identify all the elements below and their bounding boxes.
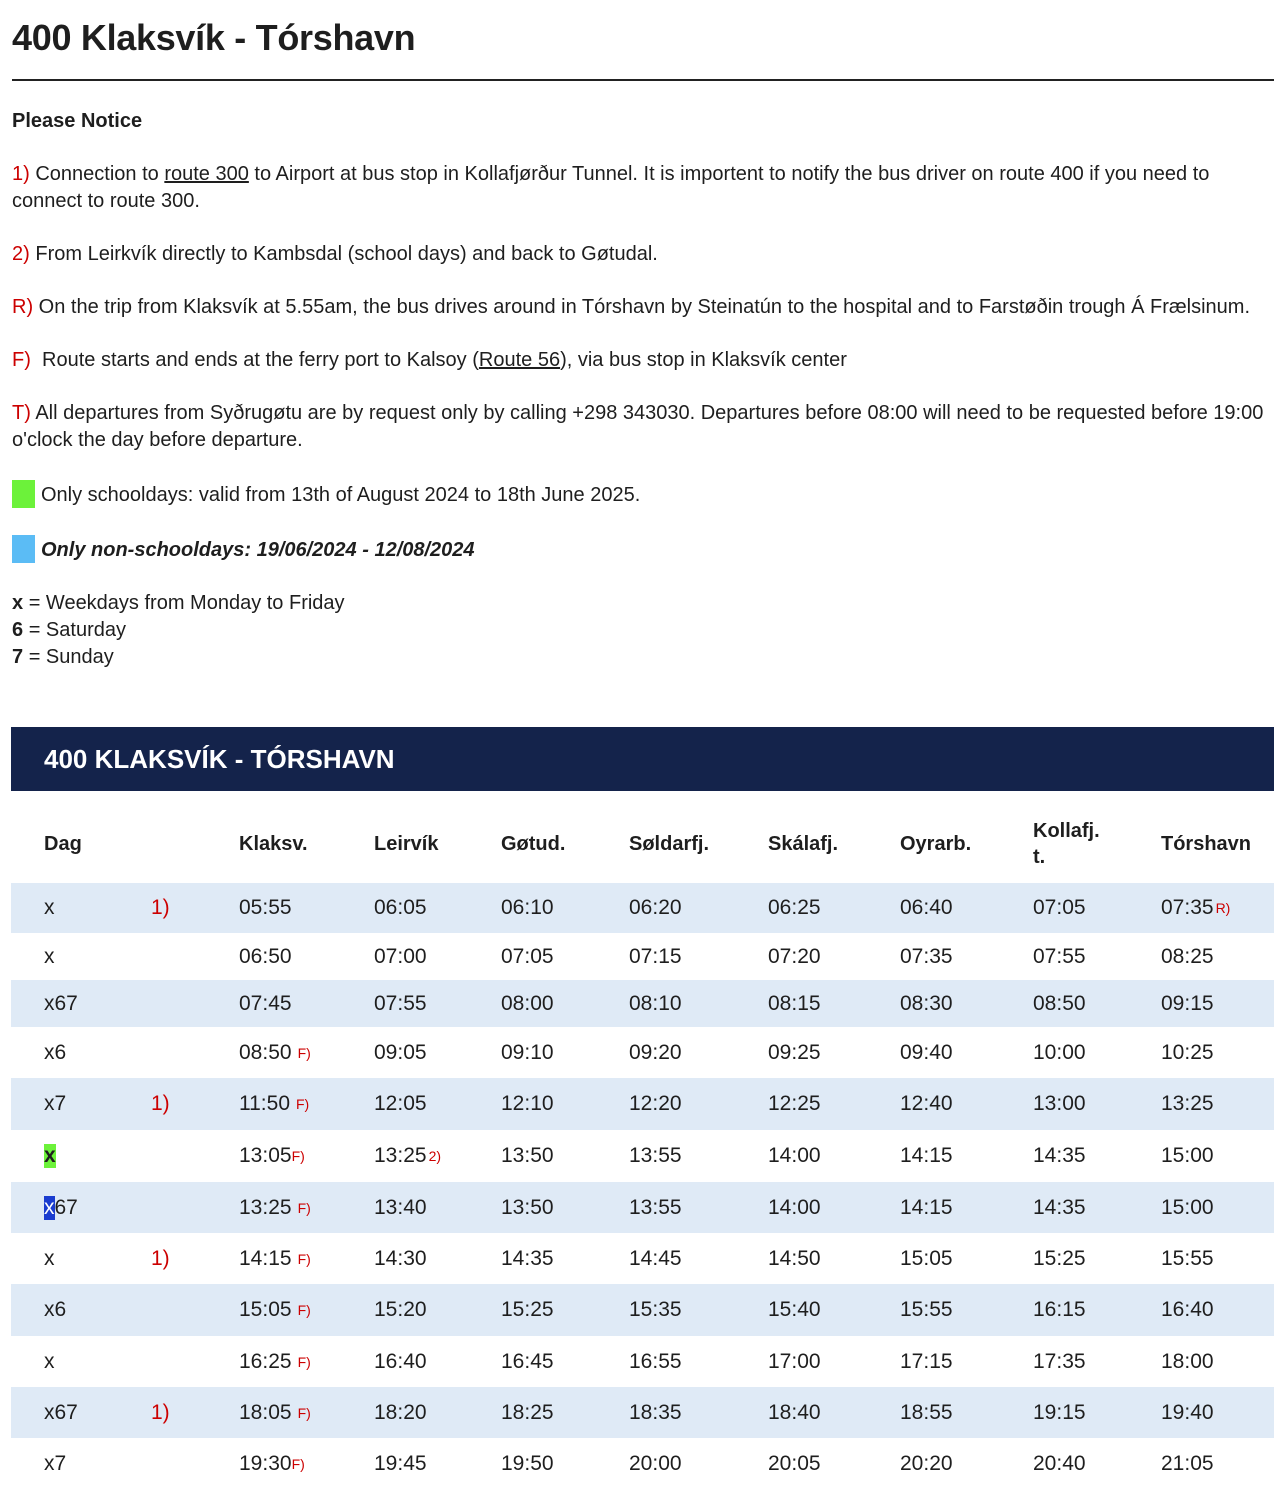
day-code-cell xyxy=(44,883,55,933)
time-cell xyxy=(1161,980,1214,1027)
departure-time: 16:45 xyxy=(501,1349,554,1373)
departure-time: 18:05 xyxy=(239,1400,292,1424)
time-cell xyxy=(629,1284,682,1336)
notice-text: ), via bus stop in Klaksvík center xyxy=(560,349,847,371)
time-cell xyxy=(1161,1182,1214,1233)
time-cell xyxy=(239,1027,311,1078)
time-cell xyxy=(239,1182,311,1233)
column-header: Gøtud. xyxy=(501,833,566,855)
departure-time: 16:15 xyxy=(1033,1298,1086,1321)
departure-time: 13:55 xyxy=(629,1144,682,1167)
time-cell xyxy=(900,1078,953,1130)
time-cell xyxy=(900,1284,953,1336)
time-cell xyxy=(374,1027,427,1078)
notice-text: From Leirkvík directly to Kambsdal (school days) and back to Gøtudal. xyxy=(35,243,658,265)
departure-time: 09:10 xyxy=(501,1040,554,1064)
time-cell xyxy=(1161,1438,1214,1489)
time-cell xyxy=(501,1130,554,1182)
time-cell xyxy=(1161,1027,1214,1078)
notice-heading: Please Notice xyxy=(12,110,143,132)
legend-schooldays xyxy=(12,480,1274,509)
departure-time: 14:50 xyxy=(768,1246,821,1270)
departure-time: 07:35 xyxy=(1161,896,1214,919)
departure-time: 13:25 xyxy=(239,1195,292,1219)
departure-time: 14:35 xyxy=(501,1246,554,1270)
table-row xyxy=(11,1387,1274,1438)
time-cell xyxy=(501,1336,554,1387)
departure-time: 20:00 xyxy=(629,1451,682,1475)
departure-time: 14:30 xyxy=(374,1246,427,1270)
departure-time: 20:05 xyxy=(768,1451,821,1475)
time-cell xyxy=(1161,933,1214,980)
table-row xyxy=(11,883,1274,933)
departure-time: 09:20 xyxy=(629,1040,682,1064)
departure-time: 14:35 xyxy=(1033,1144,1086,1167)
note-marker: 1) xyxy=(151,896,170,919)
time-cell xyxy=(1033,1438,1086,1489)
time-cell xyxy=(768,1336,821,1387)
day-code: x xyxy=(44,896,55,919)
time-cell xyxy=(1033,1233,1086,1284)
departure-time: 06:20 xyxy=(629,896,682,919)
time-cell xyxy=(768,1233,821,1284)
time-cell xyxy=(374,1078,427,1130)
departure-time: 08:25 xyxy=(1161,944,1214,968)
column-header: Søldarfj. xyxy=(629,833,710,855)
departure-time: 15:40 xyxy=(768,1298,821,1321)
day-code: x7 xyxy=(44,1451,67,1475)
time-cell xyxy=(374,1233,427,1284)
departure-time: 15:00 xyxy=(1161,1195,1214,1219)
time-cell xyxy=(1033,1284,1086,1336)
time-cell xyxy=(629,1078,682,1130)
departure-time: 12:05 xyxy=(374,1092,427,1115)
time-cell xyxy=(768,1078,821,1130)
note-marker: 1) xyxy=(151,1246,170,1270)
departure-time: 14:00 xyxy=(768,1144,821,1167)
time-cell xyxy=(768,1284,821,1336)
notice-route-r xyxy=(12,294,1274,321)
note-marker: 1) xyxy=(151,1092,170,1115)
table-row xyxy=(11,933,1274,980)
time-cell xyxy=(1033,1182,1086,1233)
departure-time: 06:25 xyxy=(768,896,821,919)
table-row xyxy=(11,1336,1274,1387)
departure-time: 14:00 xyxy=(768,1195,821,1219)
day-code-cell xyxy=(44,1027,66,1078)
notice-marker: T) xyxy=(12,402,31,424)
departure-time: 13:25 xyxy=(374,1144,427,1167)
time-cell xyxy=(768,1182,821,1233)
departure-time: 08:15 xyxy=(768,991,821,1015)
time-cell xyxy=(501,1182,554,1233)
time-cell xyxy=(1033,883,1086,933)
departure-time: 15:25 xyxy=(1033,1246,1086,1270)
table-row xyxy=(11,1182,1274,1233)
time-cell xyxy=(501,1233,554,1284)
departure-time: 06:10 xyxy=(501,896,554,919)
footnote-marker: F) xyxy=(297,1302,311,1318)
notice-text: to Airport at bus stop in Kollafjørður Tunnel. It is importent to notify the bus driver on route 400 if you need to connect to route 300. xyxy=(12,163,1210,212)
time-cell xyxy=(900,1233,953,1284)
time-cell xyxy=(374,1130,441,1182)
footnote-marker: F) xyxy=(297,1353,311,1370)
departure-time: 20:40 xyxy=(1033,1451,1086,1475)
time-cell xyxy=(900,980,953,1027)
departure-time: 12:25 xyxy=(768,1092,821,1115)
time-cell xyxy=(629,1336,682,1387)
departure-time: 07:55 xyxy=(1033,944,1086,968)
notice-text: Route starts and ends at the ferry port to Kalsoy ( xyxy=(42,349,479,371)
departure-time: 13:50 xyxy=(501,1195,554,1219)
time-cell xyxy=(1161,1078,1214,1130)
timetable-title-bar: 400 KLAKSVÍK - TÓRSHAVN xyxy=(11,727,1274,791)
departure-time: 14:45 xyxy=(629,1246,682,1270)
time-cell xyxy=(374,1284,427,1336)
day-code: x xyxy=(44,944,55,968)
day-code-cell xyxy=(44,1078,66,1130)
title-divider xyxy=(12,79,1274,81)
time-cell xyxy=(239,1233,311,1284)
time-cell xyxy=(501,883,554,933)
time-cell xyxy=(768,1387,821,1438)
day-code-row: x = Weekdays from Monday to Friday xyxy=(12,592,345,614)
time-cell xyxy=(900,1027,953,1078)
time-cell xyxy=(1033,933,1086,980)
time-cell xyxy=(1033,1130,1086,1182)
departure-time: 14:15 xyxy=(900,1144,953,1167)
day-codes xyxy=(12,590,1274,671)
day-code-cell xyxy=(44,1130,56,1182)
column-header: Tórshavn xyxy=(1161,833,1252,855)
day-code: x xyxy=(44,1349,55,1373)
time-cell xyxy=(501,1027,554,1078)
departure-time: 12:10 xyxy=(501,1092,554,1115)
notice-school-days xyxy=(12,241,1274,268)
notice-marker: 2) xyxy=(12,243,30,265)
day-code: x6 xyxy=(44,1040,67,1064)
departure-time: 15:05 xyxy=(900,1246,953,1270)
table-row xyxy=(11,1284,1274,1336)
footnote-marker: F) xyxy=(297,1044,311,1061)
departure-time: 14:15 xyxy=(900,1195,953,1219)
notice-marker: R) xyxy=(12,296,34,318)
time-cell xyxy=(501,1438,554,1489)
departure-time: 16:40 xyxy=(1161,1298,1214,1321)
time-cell xyxy=(629,980,682,1027)
column-header: Klaksv. xyxy=(239,833,308,855)
time-cell xyxy=(501,980,554,1027)
time-cell xyxy=(374,883,427,933)
footnote-marker: F) xyxy=(291,1148,305,1164)
day-code-cell xyxy=(44,980,78,1027)
day-code: x6 xyxy=(44,1298,67,1321)
notice-route-300 xyxy=(12,161,1274,215)
time-cell xyxy=(768,980,821,1027)
time-cell xyxy=(374,933,427,980)
column-header: Dag xyxy=(44,833,82,855)
departure-time: 20:20 xyxy=(900,1451,953,1475)
day-code: x7 xyxy=(44,1092,67,1115)
time-cell xyxy=(629,1387,682,1438)
departure-time: 13:50 xyxy=(501,1144,554,1167)
column-header: Oyrarb. xyxy=(900,833,972,855)
route-56-link[interactable]: Route 56 xyxy=(478,349,561,371)
departure-time: 07:05 xyxy=(501,944,554,968)
time-cell xyxy=(374,980,427,1027)
departure-time: 18:25 xyxy=(501,1400,554,1424)
departure-time: 07:35 xyxy=(900,944,953,968)
departure-time: 18:55 xyxy=(900,1400,953,1424)
time-cell xyxy=(900,1438,953,1489)
day-code-suffix: 67 xyxy=(54,1195,78,1219)
departure-time: 17:15 xyxy=(900,1349,953,1373)
departure-time: 15:20 xyxy=(374,1298,427,1321)
column-header: Skálafj. xyxy=(768,833,839,855)
departure-time: 13:55 xyxy=(629,1195,682,1219)
departure-time: 08:50 xyxy=(239,1040,292,1064)
time-cell xyxy=(239,1336,311,1387)
time-cell xyxy=(501,1078,554,1130)
departure-time: 19:40 xyxy=(1161,1400,1214,1424)
time-cell xyxy=(1033,1078,1086,1130)
day-code-row: 7 = Sunday xyxy=(12,646,114,668)
day-code-cell xyxy=(44,1336,55,1387)
departure-time: 15:25 xyxy=(501,1298,554,1321)
time-cell xyxy=(1161,1233,1214,1284)
table-row xyxy=(11,1438,1274,1489)
time-cell xyxy=(374,1438,427,1489)
notice-text: On the trip from Klaksvík at 5.55am, the bus drives around in Tórshavn by Steinatún to the hospital and to Farstøðin trough Á Frælsinum. xyxy=(38,296,1251,318)
departure-time: 08:00 xyxy=(501,991,554,1015)
departure-time: 18:40 xyxy=(768,1400,821,1424)
column-header: Leirvík xyxy=(374,833,439,855)
blue-legend-swatch xyxy=(12,535,35,563)
departure-time: 07:05 xyxy=(1033,896,1086,919)
departure-time: 14:35 xyxy=(1033,1195,1086,1219)
departure-time: 18:35 xyxy=(629,1400,682,1424)
day-code-cell xyxy=(44,933,55,980)
footnote-marker: F) xyxy=(291,1455,305,1472)
footnote-marker: F) xyxy=(296,1096,310,1112)
departure-time: 07:15 xyxy=(629,944,682,968)
departure-time: 13:25 xyxy=(1161,1092,1214,1115)
green-legend-swatch xyxy=(12,480,35,508)
departure-time: 19:50 xyxy=(501,1451,554,1475)
departure-time: 19:45 xyxy=(374,1451,427,1475)
departure-time: 11:50 xyxy=(239,1092,290,1115)
day-code: x xyxy=(44,1246,55,1270)
time-cell xyxy=(374,1182,427,1233)
time-cell xyxy=(374,1387,427,1438)
departure-time: 09:40 xyxy=(900,1040,953,1064)
table-row xyxy=(11,1233,1274,1284)
departure-time: 15:05 xyxy=(239,1298,292,1321)
time-cell xyxy=(239,933,292,980)
page-title: 400 Klaksvík - Tórshavn xyxy=(12,17,416,58)
departure-time: 07:00 xyxy=(374,944,427,968)
departure-time: 10:25 xyxy=(1161,1040,1214,1064)
departure-time: 12:40 xyxy=(900,1092,953,1115)
departure-time: 06:40 xyxy=(900,896,953,919)
column-header: Kollafj. t. xyxy=(1033,820,1100,868)
time-cell xyxy=(900,1130,953,1182)
time-cell xyxy=(239,1438,305,1489)
legend-text: Only non-schooldays: 19/06/2024 - 12/08/2024 xyxy=(41,539,475,561)
footnote-marker: F) xyxy=(297,1404,311,1421)
departure-time: 07:55 xyxy=(374,991,427,1015)
time-cell xyxy=(629,1233,682,1284)
departure-time: 08:30 xyxy=(900,991,953,1015)
time-cell xyxy=(239,1078,309,1130)
notice-marker: 1) xyxy=(12,163,30,185)
time-cell xyxy=(501,1284,554,1336)
departure-time: 21:05 xyxy=(1161,1451,1214,1475)
time-cell xyxy=(900,1387,953,1438)
time-cell xyxy=(239,1387,311,1438)
notice-ferry-port xyxy=(12,347,1274,374)
time-cell xyxy=(768,933,821,980)
notice-request xyxy=(12,400,1274,454)
notice-text: Connection to xyxy=(35,163,159,185)
footnote-marker: 2) xyxy=(428,1148,442,1164)
day-code-cell xyxy=(44,1284,66,1336)
departure-time: 09:15 xyxy=(1161,991,1214,1015)
departure-time: 18:00 xyxy=(1161,1349,1214,1373)
departure-time: 15:55 xyxy=(1161,1246,1214,1270)
footnote-marker: F) xyxy=(297,1250,311,1267)
departure-time: 13:05 xyxy=(239,1144,292,1167)
day-code: x67 xyxy=(44,991,78,1015)
departure-time: 07:20 xyxy=(768,944,821,968)
time-cell xyxy=(768,1130,821,1182)
table-row xyxy=(11,1078,1274,1130)
time-cell xyxy=(1161,1130,1214,1182)
departure-time: 17:35 xyxy=(1033,1349,1086,1373)
day-code: x67 xyxy=(44,1400,78,1424)
departure-time: 13:00 xyxy=(1033,1092,1086,1115)
time-cell xyxy=(629,883,682,933)
departure-time: 14:15 xyxy=(239,1246,292,1270)
day-code-cell xyxy=(44,1182,78,1233)
legend-non-schooldays xyxy=(12,535,1274,564)
departure-time: 08:10 xyxy=(629,991,682,1015)
day-code-cell xyxy=(44,1233,55,1284)
table-row xyxy=(11,1027,1274,1078)
departure-time: 18:20 xyxy=(374,1400,427,1424)
time-cell xyxy=(239,1284,311,1336)
time-cell xyxy=(1033,1336,1086,1387)
departure-time: 07:45 xyxy=(239,991,292,1015)
time-cell xyxy=(239,980,292,1027)
time-cell xyxy=(239,1130,305,1182)
departure-time: 16:40 xyxy=(374,1349,427,1373)
time-cell xyxy=(900,883,953,933)
time-cell xyxy=(629,1438,682,1489)
notice-section xyxy=(12,108,1274,671)
time-cell xyxy=(900,1336,953,1387)
time-cell xyxy=(239,883,292,933)
time-cell xyxy=(768,883,821,933)
day-code-cell xyxy=(44,1438,66,1489)
time-cell xyxy=(629,933,682,980)
time-cell xyxy=(629,1027,682,1078)
day-code-cell xyxy=(44,1387,78,1438)
time-cell xyxy=(768,1438,821,1489)
time-cell xyxy=(1161,1284,1214,1336)
time-cell xyxy=(1033,1027,1086,1078)
legend-text: Only schooldays: valid from 13th of August 2024 to 18th June 2025. xyxy=(41,484,641,506)
route-300-link[interactable]: route 300 xyxy=(164,163,249,185)
departure-time: 17:00 xyxy=(768,1349,821,1373)
departure-time: 09:25 xyxy=(768,1040,821,1064)
time-cell xyxy=(374,1336,427,1387)
departure-time: 05:55 xyxy=(239,896,292,919)
departure-time: 06:05 xyxy=(374,896,427,919)
time-cell xyxy=(501,933,554,980)
departure-time: 16:25 xyxy=(239,1349,292,1373)
day-code: x xyxy=(44,1144,56,1167)
departure-time: 09:05 xyxy=(374,1040,427,1064)
time-cell xyxy=(1161,1387,1214,1438)
departure-time: 08:50 xyxy=(1033,991,1086,1015)
time-cell xyxy=(768,1027,821,1078)
footnote-marker: R) xyxy=(1215,900,1231,916)
departure-time: 12:20 xyxy=(629,1092,682,1115)
departure-time: 15:00 xyxy=(1161,1144,1214,1167)
time-cell xyxy=(1033,980,1086,1027)
departure-time: 10:00 xyxy=(1033,1040,1086,1064)
table-row xyxy=(11,1130,1274,1182)
departure-time: 15:35 xyxy=(629,1298,682,1321)
time-cell xyxy=(900,933,953,980)
departure-time: 19:15 xyxy=(1033,1400,1086,1424)
time-cell xyxy=(1161,883,1230,933)
time-cell xyxy=(900,1182,953,1233)
time-cell xyxy=(501,1387,554,1438)
time-cell xyxy=(1161,1336,1214,1387)
departure-time: 13:40 xyxy=(374,1195,427,1219)
time-cell xyxy=(1033,1387,1086,1438)
day-code-row: 6 = Saturday xyxy=(12,619,126,641)
notice-marker: F) xyxy=(12,349,31,371)
time-cell xyxy=(629,1182,682,1233)
departure-time: 06:50 xyxy=(239,944,292,968)
day-code: x xyxy=(44,1195,55,1219)
footnote-marker: F) xyxy=(297,1199,311,1216)
note-marker: 1) xyxy=(151,1400,170,1424)
departure-time: 16:55 xyxy=(629,1349,682,1373)
time-cell xyxy=(629,1130,682,1182)
departure-time: 19:30 xyxy=(239,1451,292,1475)
table-row xyxy=(11,980,1274,1027)
departure-time: 15:55 xyxy=(900,1298,953,1321)
notice-text: All departures from Syðrugøtu are by request only by calling +298 343030. Departures before 08:00 will need to be requested before 19:00 o'clock the day before departure. xyxy=(12,402,1264,451)
